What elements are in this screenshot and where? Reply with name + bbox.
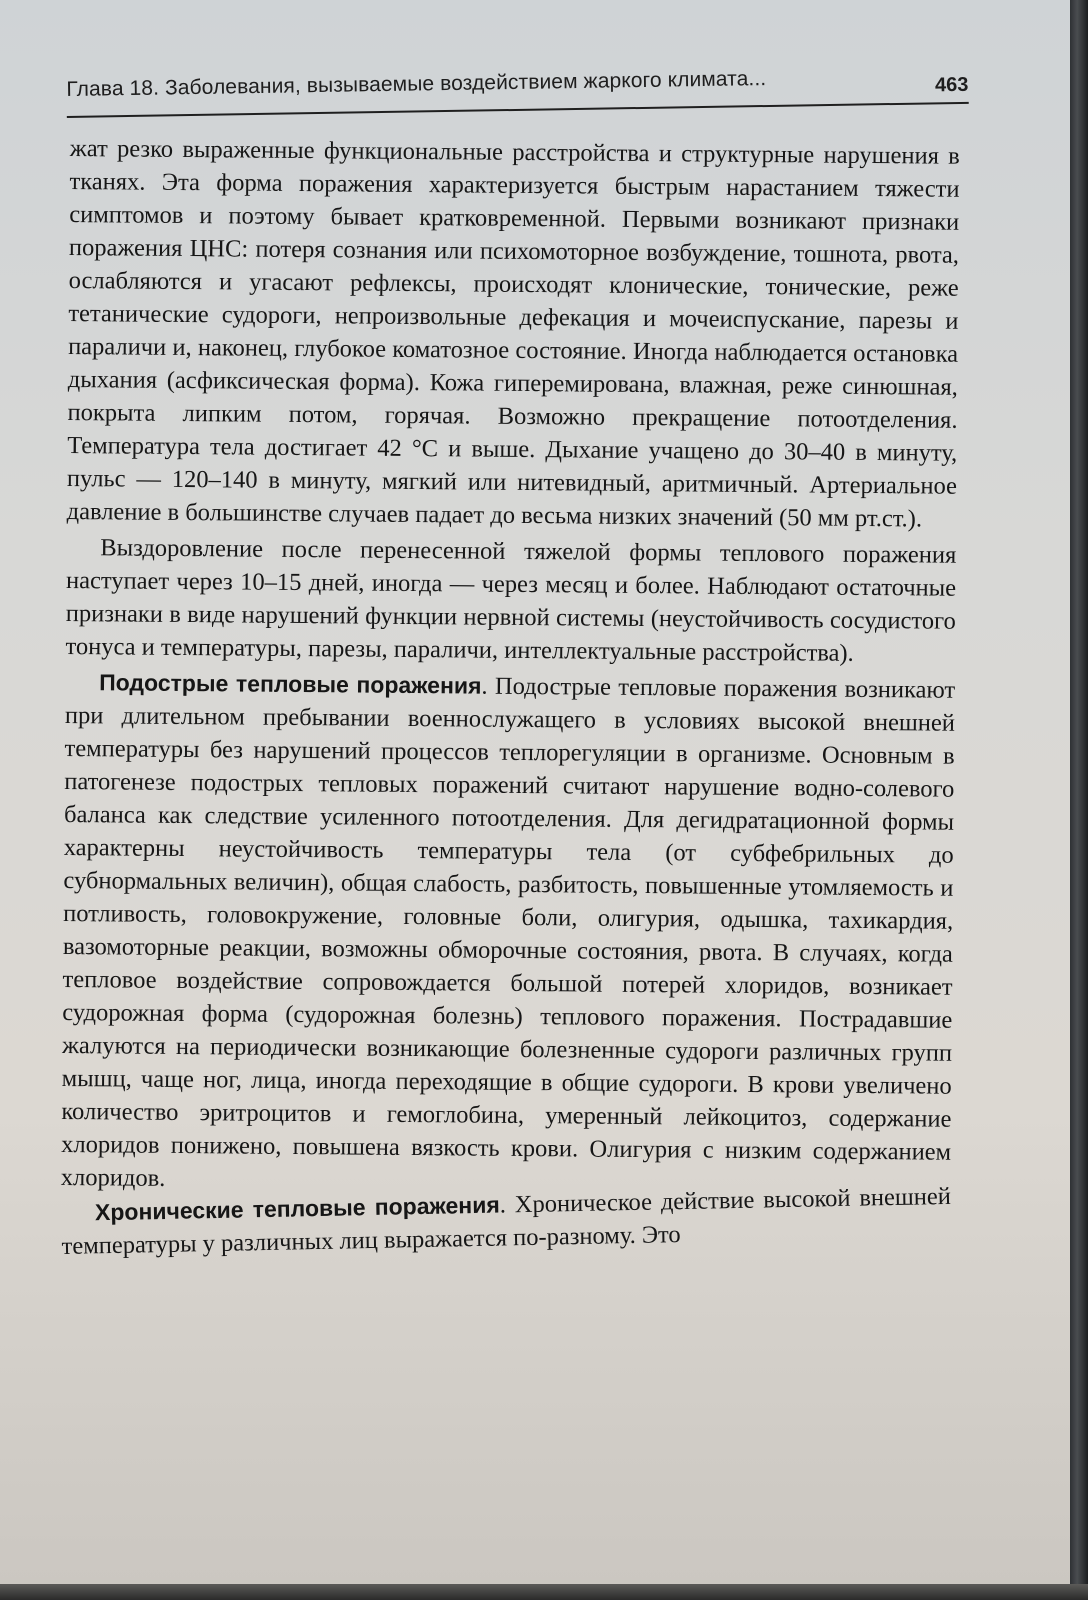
section-heading: Подострые тепловые поражения [99,669,482,699]
paragraph-text: . Подострые тепловые поражения возникают при длительном пребывании военнослужащего в условиях высокой внешней температуры без нарушений процессов теплорегуляции в организме. Основным в патогенезе подострых тепловых поражений считают нарушение водно-солевого баланса как следствие усиленного потоотделения. Для дегидратационной формы характерны неустойчивость температуры тела (от субфебрильных до субнормальных величин), общая слабость, разбитость, повышенные утомляемость и потливость, головокружение, головные боли, олигурия, одышка, тахикардия, вазомоторные реакции, возможны обморочные состояния, рвота. В случаях, когда тепловое воздействие сопровождается большой потерей хлоридов, возникает судорожная форма (судорожная болезнь) теплового поражения. Пострадавшие жалуются на периодически возникающие болезненные судороги различных групп мышц, чаще ног, лица, иногда переходящие в общие судороги. В крови увеличено количество эритроцитов и гемоглобина, умеренный лейкоцитоз, содержание хлоридов понижено, повышена вязкость крови. Олигурия с низким содержанием хлоридов. [60,672,956,1192]
page-edge [1070,0,1088,1600]
page-number: 463 [934,73,969,97]
paragraph-text: жат резко выраженные функциональные расстройства и структурные нарушения в тканях. Эта форма поражения характеризуется быстрым нарастанием тяжести симптомов и поэтому бывает кратковременной. Первыми возникают признаки поражения ЦНС: потеря сознания или психомоторное возбуждение, тошнота, рвота, ослабляются и угасают рефлексы, происходят клонические, тонические, реже тетанические судороги, непроизвольные дефекация и мочеиспускание, парезы и параличи и, наконец, глубокое коматозное состояние. Иногда наблюдается остановка дыхания (асфиксическая форма). Кожа гиперемирована, влажная, реже синюшная, покрыта липким потом, горячая. Возможно прекращение потоотделения. Температура тела достигает 42 °С и выше. Дыхание учащено до 30–40 в минуту, пульс — 120–140 в минуту, мягкий или нитевидный, аритмичный. Артериальное давление в большинстве случаев падает до весьма низких значений (50 мм рт.ст.). [66,134,960,533]
body-text [60,132,960,1271]
header-rule [67,102,969,118]
paragraph [61,666,956,1202]
paragraph [65,531,956,671]
paragraph-text: . Хроническое действие высокой внешней температуры у различных лиц выражается по-разному. Это [61,1182,952,1260]
paragraph [67,132,960,536]
page-bottom-edge [0,1584,1088,1600]
running-header [66,50,969,122]
paragraph-text: Выздоровление после перенесенной тяжелой формы теплового поражения наступает через 10–15 дней, иногда — через месяц и более. Наблюдают остаточные признаки в виде нарушений функции нервной системы (неустойчивость сосудистого тонуса и температуры, парезы, параличи, интеллектуальные расстройства). [65,534,957,667]
chapter-title: Глава 18. Заболевания, вызываемые воздействием жаркого климата... [66,67,767,101]
section-heading: Хронические тепловые поражения [94,1191,500,1226]
